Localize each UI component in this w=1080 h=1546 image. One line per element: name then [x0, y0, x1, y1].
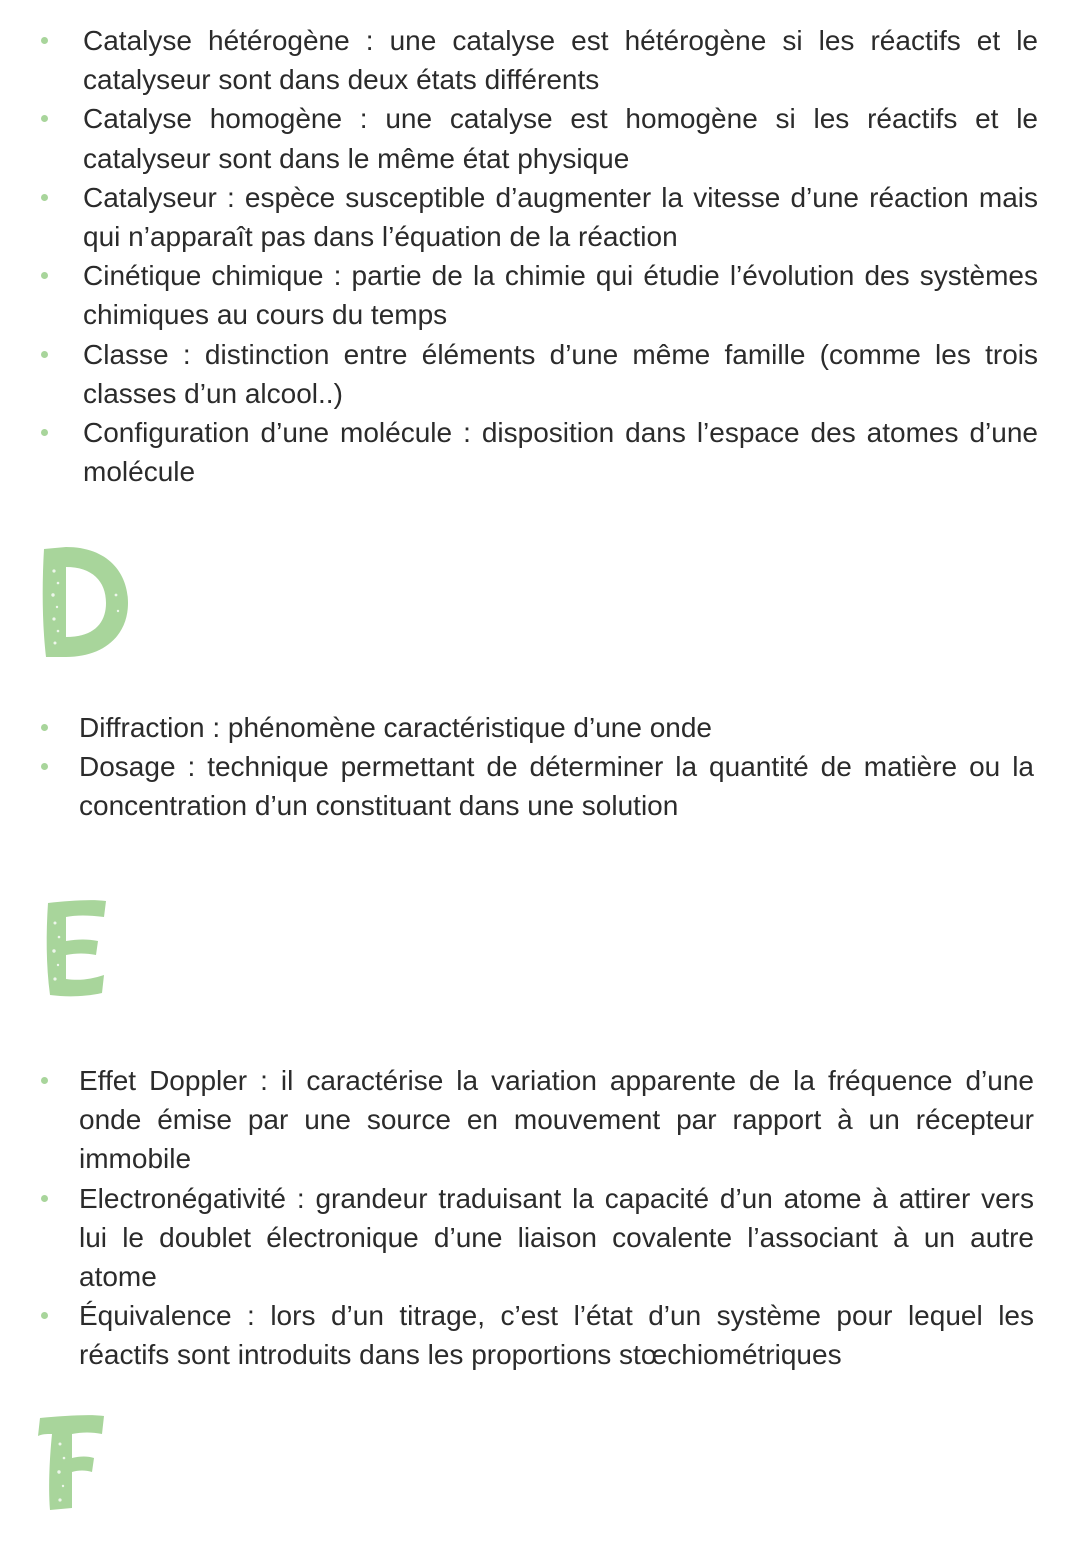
- list-item: [83, 178, 1038, 256]
- bullet-icon: [41, 763, 48, 770]
- definition-text: Electronégativité : grandeur traduisant la capacité d’un atome à attirer vers lui le doublet électronique d’une liaison covalente l’associant à un autre atome: [79, 1182, 1034, 1293]
- section-letter-e: [38, 893, 148, 1013]
- bullet-icon: [41, 115, 48, 122]
- bullet-icon: [41, 429, 48, 436]
- section-letter-d: [36, 543, 146, 663]
- letter-e-glyph: [38, 893, 148, 1013]
- bullet-icon: [41, 1077, 48, 1084]
- definition-text: Effet Doppler : il caractérise la variation apparente de la fréquence d’une onde émise par une source en mouvement par rapport à un récepteur immobile: [79, 1065, 1034, 1175]
- definition-text: Diffraction : phénomène caractéristique d’une onde: [79, 712, 712, 743]
- letter-d-glyph: [36, 543, 146, 663]
- definition-text: Catalyse hétérogène : une catalyse est hétérogène si les réactifs et le catalyseur sont dans deux états différents: [83, 25, 1038, 96]
- bullet-icon: [41, 194, 48, 201]
- glossary-list-d: [79, 708, 1034, 826]
- bullet-icon: [41, 37, 48, 44]
- bullet-icon: [41, 351, 48, 358]
- list-item: [79, 1061, 1034, 1179]
- glossary-list-c: [83, 21, 1038, 491]
- list-item: [79, 747, 1034, 825]
- letter-f-glyph: [36, 1408, 146, 1528]
- definition-text: Équivalence : lors d’un titrage, c’est l’état d’un système pour lequel les réactifs sont introduits dans les proportions stœchiométriques: [79, 1300, 1034, 1371]
- list-item: [79, 708, 1034, 747]
- list-item: [79, 1296, 1034, 1374]
- list-item: [83, 21, 1038, 99]
- bullet-icon: [41, 724, 48, 731]
- definition-text: Configuration d’une molécule : disposition dans l’espace des atomes d’une molécule: [83, 417, 1038, 488]
- bullet-icon: [41, 1312, 48, 1319]
- bullet-icon: [41, 272, 48, 279]
- definition-text: Classe : distinction entre éléments d’une même famille (comme les trois classes d’un alcool..): [83, 338, 1038, 409]
- definition-text: Dosage : technique permettant de déterminer la quantité de matière ou la concentration d’un constituant dans une solution: [79, 751, 1034, 822]
- definition-text: Catalyse homogène : une catalyse est homogène si les réactifs et le catalyseur sont dans le même état physique: [83, 103, 1038, 174]
- list-item: [83, 413, 1038, 491]
- list-item: [79, 1179, 1034, 1297]
- section-letter-f: [36, 1408, 146, 1528]
- glossary-list-e: [79, 1061, 1034, 1375]
- bullet-icon: [41, 1195, 48, 1202]
- definition-text: Cinétique chimique : partie de la chimie qui étudie l’évolution des systèmes chimiques au cours du temps: [83, 260, 1038, 331]
- list-item: [83, 99, 1038, 177]
- list-item: [83, 335, 1038, 413]
- definition-text: Catalyseur : espèce susceptible d’augmenter la vitesse d’une réaction mais qui n’apparaît pas dans l’équation de la réaction: [83, 181, 1038, 253]
- list-item: [83, 256, 1038, 334]
